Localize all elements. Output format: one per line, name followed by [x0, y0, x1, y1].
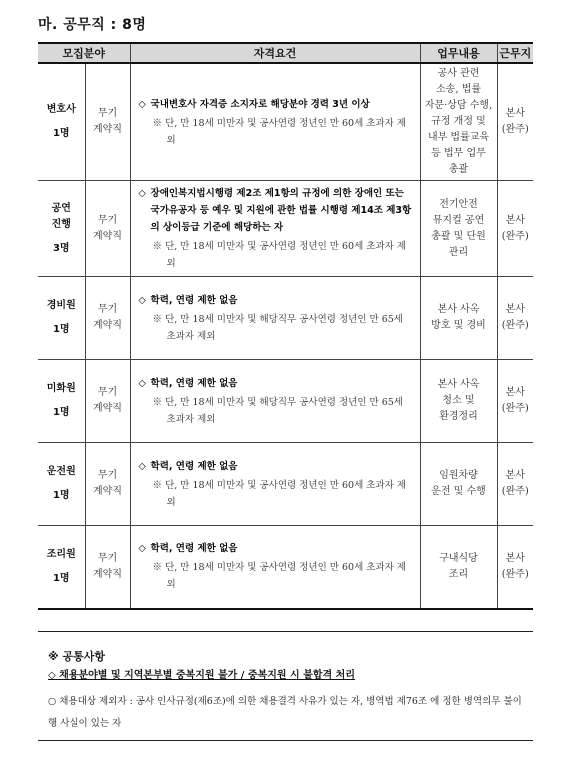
note-text: 단, 만 18세 미만자 및 공사연령 정년인 만 60세 초과자 제외 [165, 241, 406, 269]
position-cell [38, 181, 85, 277]
note-text: 단, 만 18세 미만자 및 공사연령 정년인 만 60세 초과자 제외 [165, 479, 406, 508]
position-name: 조리원 [46, 548, 76, 560]
divider-bottom [38, 740, 533, 741]
requirement-note [139, 238, 414, 272]
requirement [139, 375, 414, 392]
note-text: 단, 만 18세 미만자 및 공사연령 정년인 만 60세 초과자 제외 [165, 562, 406, 591]
diamond-bullet-icon: ◇ [138, 543, 146, 555]
header-duties: 업무내용 [420, 43, 497, 63]
header-location: 근무지 [497, 43, 533, 63]
requirement-text: 장애인복지법시행령 제2조 제1항의 규정에 의한 장애인 또는 국가유공자 등 예우 및 지원에 관한 법률 시행령 제14조 제3항의 상이등급 기준에 해당하는 자 [150, 188, 412, 233]
requirements-cell [130, 360, 420, 443]
employment-type: 무기 계약직 [85, 181, 130, 277]
duty-cell: 임원차량 운전 및 수행 [420, 443, 497, 526]
header-field: 모집분야 [38, 43, 130, 63]
position-cell [38, 63, 85, 181]
location-cell: 본사 (완주) [497, 526, 533, 609]
position-cell [38, 526, 85, 609]
note-mark-icon: ※ [152, 562, 163, 574]
duty-cell: 전기안전 뮤지컬 공연 총괄 및 단원 관리 [420, 181, 497, 277]
table-header-row [38, 43, 533, 63]
employment-type: 무기 계약직 [85, 63, 130, 181]
duty-cell: 구내식당 조리 [420, 526, 497, 609]
requirements-cell [130, 63, 420, 181]
note-mark-icon: ※ [152, 241, 163, 252]
employment-type: 무기 계약직 [85, 443, 130, 526]
requirement-note [139, 559, 414, 593]
location-cell: 본사 (완주) [497, 63, 533, 181]
recruitment-table [38, 42, 533, 610]
duty-cell: 본사 사옥 청소 및 환경정리 [420, 360, 497, 443]
divider-top [38, 631, 533, 632]
requirement-note [139, 477, 414, 511]
requirement [139, 292, 414, 309]
requirement [139, 540, 414, 557]
table-row [38, 277, 533, 360]
table-row [38, 360, 533, 443]
common-title: ※ 공통사항 [48, 650, 106, 663]
note-mark-icon: ※ [152, 479, 163, 491]
common-note: ○ 채용대상 제외자 : 공사 인사규정(제6조)에 의한 채용결격 사유가 있는 자, 병역법 제76조 에 정한 병역의무 불이행 사실이 있는 자 [48, 696, 522, 729]
employment-type: 무기 계약직 [85, 277, 130, 360]
section-title: 마. 공무직 : 8명 [38, 17, 147, 33]
note-text: 단, 만 18세 미만자 및 해당직무 공사연령 정년인 만 65세 초과자 제외 [165, 313, 403, 342]
table-row [38, 181, 533, 277]
note-text: 단, 만 18세 미만자 및 해당직무 공사연령 정년인 만 65세 초과자 제외 [165, 396, 403, 425]
diamond-bullet-icon: ◇ [138, 98, 146, 110]
common-rule: ◇ 채용분야별 및 지역본부별 중복지원 불가 / 중복지원 시 불합격 처리 [48, 670, 355, 681]
requirement-text: 학력, 연령 제한 없음 [150, 460, 238, 472]
note-mark-icon: ※ [152, 313, 163, 325]
requirements-cell [130, 443, 420, 526]
requirement [139, 185, 414, 236]
table-row [38, 526, 533, 609]
position-count: 1명 [52, 324, 70, 335]
location-cell: 본사 (완주) [497, 360, 533, 443]
diamond-bullet-icon: ◇ [138, 188, 146, 199]
requirement [139, 458, 414, 475]
position-name: 공연 진행 [51, 202, 71, 230]
requirement-note [139, 311, 414, 345]
position-count: 1명 [52, 128, 70, 139]
diamond-bullet-icon: ◇ [138, 294, 146, 306]
requirement-text: 국내변호사 자격증 소지자로 해당분야 경력 3년 이상 [150, 98, 370, 110]
diamond-bullet-icon: ◇ [138, 460, 146, 472]
position-name: 운전원 [46, 466, 76, 477]
position-count: 1명 [52, 490, 70, 501]
position-cell [38, 360, 85, 443]
requirements-cell [130, 181, 420, 277]
table-row [38, 63, 533, 181]
table-row [38, 443, 533, 526]
diamond-bullet-icon: ◇ [138, 377, 146, 389]
requirement-note [139, 394, 414, 428]
note-mark-icon: ※ [152, 396, 163, 408]
location-cell: 본사 (완주) [497, 277, 533, 360]
duty-cell: 공사 관련 소송, 법률 자문·상담 수행, 규정 개정 및 내부 법률교육 등 법무 업무 총괄 [420, 63, 497, 181]
employment-type: 무기 계약직 [85, 360, 130, 443]
requirement [139, 96, 414, 113]
position-name: 미화원 [46, 383, 76, 394]
requirements-cell [130, 277, 420, 360]
position-name: 경비원 [46, 300, 76, 311]
employment-type: 무기 계약직 [85, 526, 130, 609]
position-cell [38, 277, 85, 360]
requirements-cell [130, 526, 420, 609]
table-body [38, 63, 533, 609]
note-text: 단, 만 18세 미만자 및 공사연령 정년인 만 60세 초과자 제외 [165, 117, 406, 146]
requirement-note [139, 115, 414, 149]
position-count: 3명 [52, 242, 70, 254]
location-cell: 본사 (완주) [497, 181, 533, 277]
location-cell: 본사 (완주) [497, 443, 533, 526]
position-count: 1명 [52, 407, 70, 418]
duty-cell: 본사 사옥 방호 및 경비 [420, 277, 497, 360]
requirement-text: 학력, 연령 제한 없음 [150, 294, 238, 306]
position-cell [38, 443, 85, 526]
requirement-text: 학력, 연령 제한 없음 [150, 543, 238, 555]
position-count: 1명 [52, 572, 70, 584]
position-name: 변호사 [46, 104, 76, 115]
requirement-text: 학력, 연령 제한 없음 [150, 377, 238, 389]
header-requirements: 자격요건 [130, 43, 420, 63]
note-mark-icon: ※ [152, 117, 163, 129]
